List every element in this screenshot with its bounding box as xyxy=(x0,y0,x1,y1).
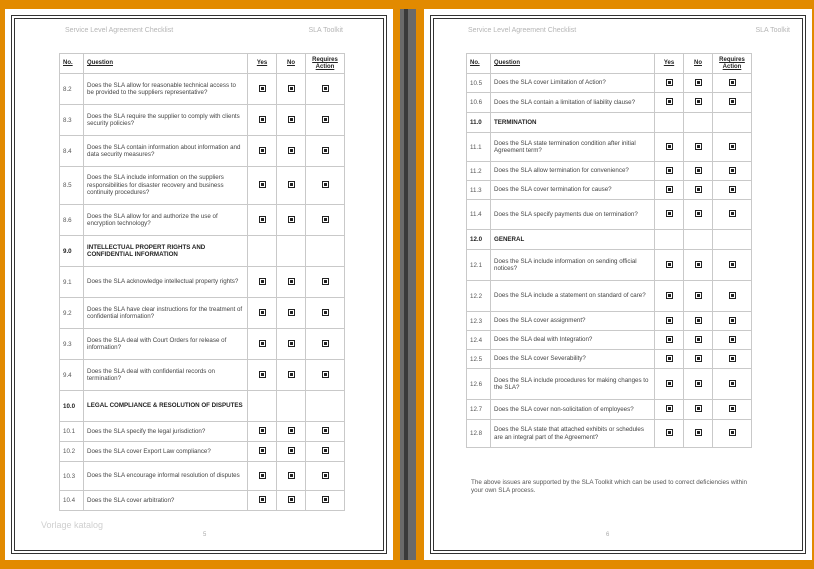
requires-action-cell xyxy=(713,162,752,181)
section-row xyxy=(467,230,752,250)
no-cell xyxy=(684,74,713,93)
question-text: Does the SLA include information on the suppliers responsibilities for disaster recovery and business continuity procedures? xyxy=(84,167,248,205)
table-row xyxy=(467,93,752,113)
yes-cell xyxy=(248,74,277,105)
table-row xyxy=(60,442,345,462)
row-number: 9.4 xyxy=(60,360,84,391)
question-text: Does the SLA have clear instructions for the treatment of confidential information? xyxy=(84,298,248,329)
no-cell xyxy=(684,113,713,133)
table-row xyxy=(467,250,752,281)
row-number: 10.6 xyxy=(467,93,491,113)
yes-checkbox[interactable] xyxy=(666,355,673,362)
requires-action-checkbox[interactable] xyxy=(322,496,329,503)
table-row xyxy=(467,74,752,93)
column-header-question: Question xyxy=(491,54,655,74)
question-text: Does the SLA deal with Integration? xyxy=(491,331,655,350)
requires-action-checkbox[interactable] xyxy=(322,116,329,123)
requires-action-cell xyxy=(713,281,752,312)
yes-cell xyxy=(248,360,277,391)
yes-cell xyxy=(248,267,277,298)
table-row xyxy=(467,181,752,200)
no-cell xyxy=(277,360,306,391)
watermark: Vorlage katalog xyxy=(41,520,104,530)
table-header-row xyxy=(60,54,345,74)
no-cell xyxy=(684,230,713,250)
question-text: Does the SLA require the supplier to comply with clients security policies? xyxy=(84,105,248,136)
row-number: 8.6 xyxy=(60,205,84,236)
checklist-table-right xyxy=(466,53,752,448)
row-number: 11.2 xyxy=(467,162,491,181)
yes-checkbox[interactable] xyxy=(666,79,673,86)
no-cell xyxy=(277,267,306,298)
no-cell xyxy=(684,420,713,448)
table-row xyxy=(467,420,752,448)
header-right-title: SLA Toolkit xyxy=(755,27,790,34)
section-title: GENERAL xyxy=(491,230,655,250)
yes-checkbox[interactable] xyxy=(259,181,266,188)
no-checkbox[interactable] xyxy=(695,405,702,412)
question-text: Does the SLA encourage informal resolution of disputes xyxy=(84,462,248,491)
section-title: TERMINATION xyxy=(491,113,655,133)
requires-action-cell xyxy=(713,350,752,369)
no-checkbox[interactable] xyxy=(695,210,702,217)
no-cell xyxy=(684,200,713,230)
no-checkbox[interactable] xyxy=(288,85,295,92)
yes-checkbox[interactable] xyxy=(259,472,266,479)
row-number: 12.3 xyxy=(467,312,491,331)
yes-checkbox[interactable] xyxy=(259,116,266,123)
no-cell xyxy=(684,369,713,400)
row-number: 10.1 xyxy=(60,422,84,442)
no-checkbox[interactable] xyxy=(288,496,295,503)
requires-action-checkbox[interactable] xyxy=(729,429,736,436)
yes-checkbox[interactable] xyxy=(259,447,266,454)
requires-action-cell xyxy=(306,136,345,167)
no-cell xyxy=(684,250,713,281)
column-header-no: No. xyxy=(467,54,491,74)
row-number: 9.0 xyxy=(60,236,84,267)
question-text: Does the SLA cover non-solicitation of employees? xyxy=(491,400,655,420)
requires-action-cell xyxy=(713,93,752,113)
yes-cell xyxy=(248,422,277,442)
yes-checkbox[interactable] xyxy=(666,261,673,268)
row-number: 11.4 xyxy=(467,200,491,230)
yes-cell xyxy=(655,331,684,350)
no-checkbox[interactable] xyxy=(288,181,295,188)
requires-action-checkbox[interactable] xyxy=(729,317,736,324)
requires-action-cell xyxy=(306,167,345,205)
table-row xyxy=(467,312,752,331)
yes-checkbox[interactable] xyxy=(259,216,266,223)
left-page xyxy=(5,9,393,560)
row-number: 9.3 xyxy=(60,329,84,360)
page-divider xyxy=(400,9,416,560)
section-row xyxy=(467,113,752,133)
row-number: 8.5 xyxy=(60,167,84,205)
yes-cell xyxy=(655,312,684,331)
yes-cell xyxy=(655,74,684,93)
no-cell xyxy=(684,181,713,200)
requires-action-checkbox[interactable] xyxy=(729,261,736,268)
row-number: 11.0 xyxy=(467,113,491,133)
no-checkbox[interactable] xyxy=(288,447,295,454)
no-cell xyxy=(277,422,306,442)
no-cell xyxy=(277,462,306,491)
row-number: 10.0 xyxy=(60,391,84,422)
table-row xyxy=(467,350,752,369)
no-cell xyxy=(684,281,713,312)
yes-cell xyxy=(248,136,277,167)
no-cell xyxy=(277,74,306,105)
question-text: Does the SLA deal with confidential records on termination? xyxy=(84,360,248,391)
yes-cell xyxy=(248,491,277,511)
no-cell xyxy=(684,350,713,369)
no-checkbox[interactable] xyxy=(288,427,295,434)
no-cell xyxy=(684,331,713,350)
row-number: 12.7 xyxy=(467,400,491,420)
yes-checkbox[interactable] xyxy=(666,167,673,174)
no-checkbox[interactable] xyxy=(695,380,702,387)
header-right-title: SLA Toolkit xyxy=(308,27,343,34)
question-text: Does the SLA contain information about information and data security measures? xyxy=(84,136,248,167)
no-checkbox[interactable] xyxy=(695,98,702,105)
requires-action-cell xyxy=(306,360,345,391)
no-cell xyxy=(277,236,306,267)
requires-action-cell xyxy=(713,113,752,133)
yes-checkbox[interactable] xyxy=(259,427,266,434)
row-number: 12.4 xyxy=(467,331,491,350)
no-cell xyxy=(684,93,713,113)
question-text: Does the SLA state termination condition after initial Agreement term? xyxy=(491,133,655,162)
requires-action-cell xyxy=(713,74,752,93)
table-row xyxy=(467,200,752,230)
no-checkbox[interactable] xyxy=(288,278,295,285)
requires-action-cell xyxy=(306,236,345,267)
yes-cell xyxy=(655,162,684,181)
question-text: Does the SLA specify the legal jurisdiction? xyxy=(84,422,248,442)
table-header-row xyxy=(467,54,752,74)
requires-action-cell xyxy=(713,230,752,250)
header-left-title: Service Level Agreement Checklist xyxy=(65,27,174,34)
requires-action-cell xyxy=(713,200,752,230)
footnote: The above issues are supported by the SLA Toolkit which can be used to correct deficiencies within your own SLA process. xyxy=(471,479,748,494)
column-header-no: No. xyxy=(60,54,84,74)
no-cell xyxy=(277,391,306,422)
yes-checkbox[interactable] xyxy=(666,317,673,324)
question-text: Does the SLA cover termination for cause? xyxy=(491,181,655,200)
requires-action-checkbox[interactable] xyxy=(322,371,329,378)
yes-checkbox[interactable] xyxy=(666,143,673,150)
yes-cell xyxy=(655,133,684,162)
requires-action-cell xyxy=(306,391,345,422)
requires-action-cell xyxy=(306,462,345,491)
question-text: Does the SLA allow termination for convenience? xyxy=(491,162,655,181)
question-text: Does the SLA cover Export Law compliance? xyxy=(84,442,248,462)
table-row xyxy=(467,133,752,162)
table-row xyxy=(60,422,345,442)
requires-action-cell xyxy=(306,329,345,360)
question-text: Does the SLA allow for and authorize the use of encryption technology? xyxy=(84,205,248,236)
requires-action-cell xyxy=(306,267,345,298)
question-text: Does the SLA cover arbitration? xyxy=(84,491,248,511)
section-row xyxy=(60,391,345,422)
requires-action-checkbox[interactable] xyxy=(322,447,329,454)
row-number: 10.5 xyxy=(467,74,491,93)
requires-action-checkbox[interactable] xyxy=(729,79,736,86)
yes-checkbox[interactable] xyxy=(666,405,673,412)
requires-action-checkbox[interactable] xyxy=(729,355,736,362)
table-row xyxy=(60,462,345,491)
requires-action-checkbox[interactable] xyxy=(729,336,736,343)
requires-action-checkbox[interactable] xyxy=(729,143,736,150)
table-row xyxy=(60,136,345,167)
yes-cell xyxy=(655,250,684,281)
yes-cell xyxy=(655,113,684,133)
table-row xyxy=(467,331,752,350)
no-checkbox[interactable] xyxy=(695,317,702,324)
row-number: 11.3 xyxy=(467,181,491,200)
yes-cell xyxy=(655,230,684,250)
yes-checkbox[interactable] xyxy=(666,336,673,343)
row-number: 9.1 xyxy=(60,267,84,298)
no-cell xyxy=(684,133,713,162)
table-row xyxy=(60,329,345,360)
column-header-no-answer: No xyxy=(277,54,306,74)
yes-cell xyxy=(655,181,684,200)
row-number: 8.4 xyxy=(60,136,84,167)
no-cell xyxy=(277,491,306,511)
question-text: Does the SLA include information on sending official notices? xyxy=(491,250,655,281)
question-text: Does the SLA contain a limitation of liability clause? xyxy=(491,93,655,113)
no-cell xyxy=(277,298,306,329)
requires-action-cell xyxy=(306,205,345,236)
no-cell xyxy=(684,400,713,420)
no-checkbox[interactable] xyxy=(288,371,295,378)
requires-action-checkbox[interactable] xyxy=(322,181,329,188)
requires-action-cell xyxy=(306,74,345,105)
table-row xyxy=(60,74,345,105)
yes-checkbox[interactable] xyxy=(666,292,673,299)
column-header-requires-action: Requires Action xyxy=(306,54,345,74)
no-checkbox[interactable] xyxy=(288,309,295,316)
no-cell xyxy=(277,167,306,205)
no-checkbox[interactable] xyxy=(695,429,702,436)
yes-checkbox[interactable] xyxy=(666,210,673,217)
no-checkbox[interactable] xyxy=(288,340,295,347)
no-checkbox[interactable] xyxy=(288,116,295,123)
no-cell xyxy=(277,205,306,236)
no-cell xyxy=(277,329,306,360)
section-row xyxy=(60,236,345,267)
table-body xyxy=(60,74,345,511)
requires-action-checkbox[interactable] xyxy=(729,167,736,174)
question-text: Does the SLA acknowledge intellectual property rights? xyxy=(84,267,248,298)
no-checkbox[interactable] xyxy=(288,472,295,479)
section-title: LEGAL COMPLIANCE & RESOLUTION OF DISPUTES xyxy=(84,391,248,422)
yes-checkbox[interactable] xyxy=(259,147,266,154)
requires-action-checkbox[interactable] xyxy=(729,405,736,412)
yes-cell xyxy=(655,420,684,448)
table-row xyxy=(467,281,752,312)
question-text: Does the SLA include a statement on standard of care? xyxy=(491,281,655,312)
question-text: Does the SLA deal with Court Orders for release of information? xyxy=(84,329,248,360)
table-row xyxy=(60,205,345,236)
yes-cell xyxy=(248,391,277,422)
question-text: Does the SLA allow for reasonable technical access to be provided to the suppliers representative? xyxy=(84,74,248,105)
yes-checkbox[interactable] xyxy=(666,380,673,387)
no-checkbox[interactable] xyxy=(695,292,702,299)
no-checkbox[interactable] xyxy=(695,167,702,174)
yes-cell xyxy=(655,93,684,113)
requires-action-checkbox[interactable] xyxy=(322,85,329,92)
table-row xyxy=(60,105,345,136)
requires-action-cell xyxy=(713,400,752,420)
requires-action-checkbox[interactable] xyxy=(322,472,329,479)
no-cell xyxy=(684,312,713,331)
row-number: 10.2 xyxy=(60,442,84,462)
page-number: 6 xyxy=(606,532,610,538)
yes-cell xyxy=(655,281,684,312)
header-left-title: Service Level Agreement Checklist xyxy=(468,27,577,34)
column-header-yes: Yes xyxy=(248,54,277,74)
no-checkbox[interactable] xyxy=(288,216,295,223)
column-header-requires-action: Requires Action xyxy=(713,54,752,74)
no-checkbox[interactable] xyxy=(695,186,702,193)
yes-checkbox[interactable] xyxy=(666,429,673,436)
requires-action-checkbox[interactable] xyxy=(322,278,329,285)
table-row xyxy=(60,491,345,511)
requires-action-cell xyxy=(306,422,345,442)
row-number: 11.1 xyxy=(467,133,491,162)
row-number: 12.5 xyxy=(467,350,491,369)
yes-cell xyxy=(248,167,277,205)
no-cell xyxy=(277,442,306,462)
yes-checkbox[interactable] xyxy=(259,340,266,347)
no-checkbox[interactable] xyxy=(695,336,702,343)
yes-cell xyxy=(655,200,684,230)
yes-cell xyxy=(248,205,277,236)
table-row xyxy=(60,167,345,205)
yes-cell xyxy=(248,462,277,491)
requires-action-cell xyxy=(306,298,345,329)
no-checkbox[interactable] xyxy=(695,355,702,362)
yes-checkbox[interactable] xyxy=(259,496,266,503)
requires-action-checkbox[interactable] xyxy=(322,427,329,434)
no-cell xyxy=(684,162,713,181)
requires-action-checkbox[interactable] xyxy=(322,147,329,154)
row-number: 12.0 xyxy=(467,230,491,250)
question-text: Does the SLA specify payments due on termination? xyxy=(491,200,655,230)
row-number: 8.3 xyxy=(60,105,84,136)
requires-action-checkbox[interactable] xyxy=(729,292,736,299)
requires-action-checkbox[interactable] xyxy=(729,380,736,387)
yes-checkbox[interactable] xyxy=(259,309,266,316)
requires-action-checkbox[interactable] xyxy=(729,186,736,193)
requires-action-checkbox[interactable] xyxy=(322,340,329,347)
table-row xyxy=(467,162,752,181)
yes-checkbox[interactable] xyxy=(259,371,266,378)
no-checkbox[interactable] xyxy=(695,261,702,268)
question-text: Does the SLA cover assignment? xyxy=(491,312,655,331)
table-row xyxy=(60,298,345,329)
requires-action-cell xyxy=(713,331,752,350)
row-number: 12.1 xyxy=(467,250,491,281)
requires-action-cell xyxy=(713,312,752,331)
row-number: 10.3 xyxy=(60,462,84,491)
no-checkbox[interactable] xyxy=(695,79,702,86)
yes-cell xyxy=(655,369,684,400)
table-row xyxy=(467,369,752,400)
question-text: Does the SLA cover Severability? xyxy=(491,350,655,369)
no-checkbox[interactable] xyxy=(288,147,295,154)
yes-cell xyxy=(248,442,277,462)
section-title: INTELLECTUAL PROPERT RIGHTS AND CONFIDENTIAL INFORMATION xyxy=(84,236,248,267)
yes-cell xyxy=(248,105,277,136)
yes-cell xyxy=(655,400,684,420)
requires-action-checkbox[interactable] xyxy=(322,309,329,316)
requires-action-cell xyxy=(713,420,752,448)
column-header-question: Question xyxy=(84,54,248,74)
row-number: 10.4 xyxy=(60,491,84,511)
row-number: 9.2 xyxy=(60,298,84,329)
requires-action-cell xyxy=(713,369,752,400)
yes-checkbox[interactable] xyxy=(666,186,673,193)
requires-action-cell xyxy=(713,133,752,162)
yes-cell xyxy=(248,329,277,360)
question-text: Does the SLA include procedures for making changes to the SLA? xyxy=(491,369,655,400)
requires-action-cell xyxy=(713,250,752,281)
no-cell xyxy=(277,105,306,136)
requires-action-cell xyxy=(306,491,345,511)
requires-action-cell xyxy=(713,181,752,200)
row-number: 12.6 xyxy=(467,369,491,400)
table-row xyxy=(60,267,345,298)
question-text: Does the SLA cover Limitation of Action? xyxy=(491,74,655,93)
no-cell xyxy=(277,136,306,167)
yes-cell xyxy=(655,350,684,369)
table-body xyxy=(467,74,752,448)
table-row xyxy=(467,400,752,420)
checklist-table-left xyxy=(59,53,345,511)
requires-action-cell xyxy=(306,105,345,136)
right-page xyxy=(424,9,812,560)
requires-action-checkbox[interactable] xyxy=(729,98,736,105)
column-header-yes: Yes xyxy=(655,54,684,74)
no-checkbox[interactable] xyxy=(695,143,702,150)
yes-checkbox[interactable] xyxy=(259,85,266,92)
row-number: 8.2 xyxy=(60,74,84,105)
yes-checkbox[interactable] xyxy=(259,278,266,285)
question-text: Does the SLA state that attached exhibits or schedules are an integral part of the Agreement? xyxy=(491,420,655,448)
table-row xyxy=(60,360,345,391)
requires-action-cell xyxy=(306,442,345,462)
page-number: 5 xyxy=(203,532,207,538)
row-number: 12.2 xyxy=(467,281,491,312)
yes-cell xyxy=(248,236,277,267)
requires-action-checkbox[interactable] xyxy=(322,216,329,223)
requires-action-checkbox[interactable] xyxy=(729,210,736,217)
row-number: 12.8 xyxy=(467,420,491,448)
yes-checkbox[interactable] xyxy=(666,98,673,105)
yes-cell xyxy=(248,298,277,329)
column-header-no-answer: No xyxy=(684,54,713,74)
